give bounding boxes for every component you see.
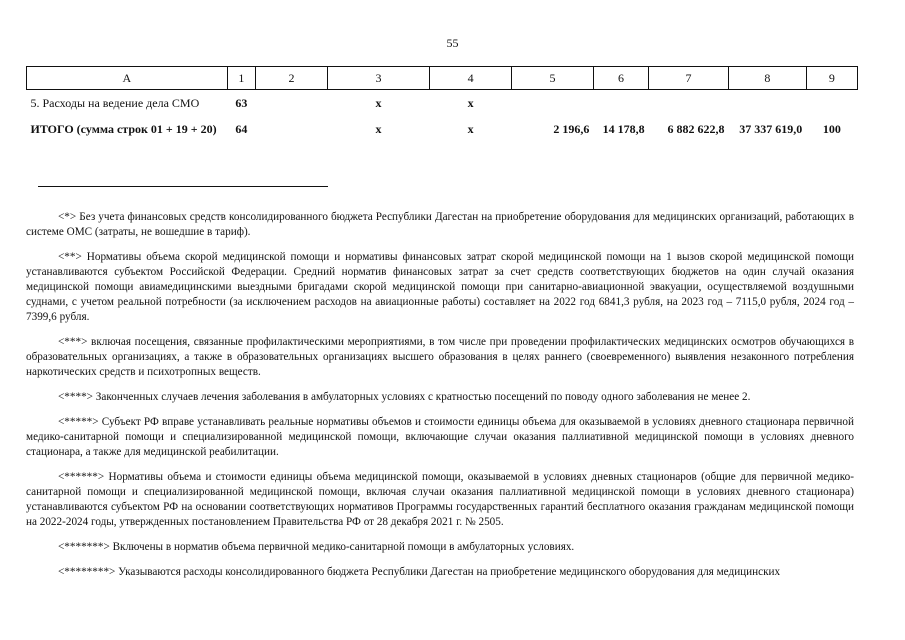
table-cell: х [375, 95, 382, 110]
header-cell-1: 1 [227, 67, 256, 90]
header-cell-3: 3 [327, 67, 429, 90]
table-cell [512, 90, 594, 117]
table-cell: 37 337 619,0 [739, 121, 803, 136]
footnote-1: <*> Без учета финансовых средств консолидированного бюджета Республики Дагестан на приобретение оборудования для медицинских организаций, работающих в системе ОМС (затраты, не вошедшие в тариф). [26, 211, 854, 238]
footnote-separator [38, 186, 328, 187]
table-cell: х [467, 121, 474, 136]
row-code: 64 [235, 121, 248, 136]
row-code: 63 [235, 95, 248, 110]
table-cell [256, 90, 328, 117]
budget-table [26, 66, 858, 142]
footnote-7: <*******> Включены в норматив объема первичной медико-санитарной помощи в амбулаторных условиях. [58, 541, 575, 553]
footnote-2: <**> Нормативы объема скорой медицинской помощи и нормативы финансовых затрат скорой медицинской помощи на 1 вызов скорой медицинской помощи устанавливаются субъектом Российской Федерации. Средний норматив финансовых затрат за счет средств соответствующих бюджетов на один случай оказания медицинской помощи авиамедицинскими выездными бригадами скорой медицинской помощи при санитарно-авиационной эвакуации, осуществляемой воздушными суднами, с учетом реальной потребности (за исключением расходов на авиационные работы) составляет на 2022 год 6841,3 рубля, на 2023 год – 7115,0 рубля, 2024 год – 7399,6 рубля. [26, 251, 854, 323]
table-cell [593, 90, 648, 117]
header-cell-9: 9 [806, 67, 857, 90]
table-cell: х [375, 121, 382, 136]
table-cell [649, 90, 729, 117]
footnote-5: <*****> Субъект РФ вправе устанавливать реальные нормативы объемов и стоимости единицы объема для оказываемой в условиях дневного стационара первичной медико-санитарной помощи и специализированной медицинской помощи, включающие случаи оказания паллиативной медицинской помощи в условиях дневного стационара, а также для медицинской реабилитации. [26, 416, 854, 458]
table-cell: 14 178,8 [602, 121, 645, 136]
footnotes [26, 210, 854, 590]
table-row-total [27, 116, 858, 142]
table-cell [728, 90, 806, 117]
page-number: 55 [446, 36, 459, 50]
header-cell-2: 2 [256, 67, 328, 90]
table-cell [806, 90, 857, 117]
table-row [27, 90, 858, 117]
header-cell-5: 5 [512, 67, 594, 90]
header-cell-6: 6 [593, 67, 648, 90]
header-cell-8: 8 [728, 67, 806, 90]
header-cell-7: 7 [649, 67, 729, 90]
header-cell-4: 4 [430, 67, 512, 90]
footnote-3: <***> включая посещения, связанные профилактическими мероприятиями, в том числе при проведении профилактических медицинских осмотров обучающихся в образовательных организациях, а также в образовательных организациях высшего образования в целях раннего (своевременного) выявления незаконного потребления наркотических средств и психотропных веществ. [26, 336, 854, 378]
table-cell: 2 196,6 [553, 121, 590, 136]
row-label: 5. Расходы на ведение дела СМО [30, 95, 200, 110]
table-cell [256, 116, 328, 142]
row-label: ИТОГО (сумма строк 01 + 19 + 20) [30, 121, 217, 136]
footnote-6: <******> Нормативы объема и стоимости единицы объема медицинской помощи, оказываемой в условиях дневных стационаров (общие для первичной медико-санитарной помощи и специализированной медицинской помощи, включая случаи оказания паллиативной медицинской помощи в условиях дневного стационара) устанавливаются субъектом РФ на основании соответствующих нормативов Программы государственных гарантий бесплатного оказания гражданам медицинской помощи на 2022-2024 годы, утвержденных постановлением Правительства РФ от 28 декабря 2021 г. № 2505. [26, 471, 854, 528]
header-cell-a: А [27, 67, 228, 90]
table-cell: 100 [822, 121, 841, 136]
footnote-8: <********> Указываются расходы консолидированного бюджета Республики Дагестан на приобретение медицинского оборудования для медицинских [58, 566, 781, 578]
table-header-row [27, 67, 858, 90]
table-cell: 6 882 622,8 [667, 121, 725, 136]
table-cell: х [467, 95, 474, 110]
footnote-4: <****> Законченных случаев лечения заболевания в амбулаторных условиях с кратностью посещений по поводу одного заболевания не менее 2. [58, 391, 751, 403]
